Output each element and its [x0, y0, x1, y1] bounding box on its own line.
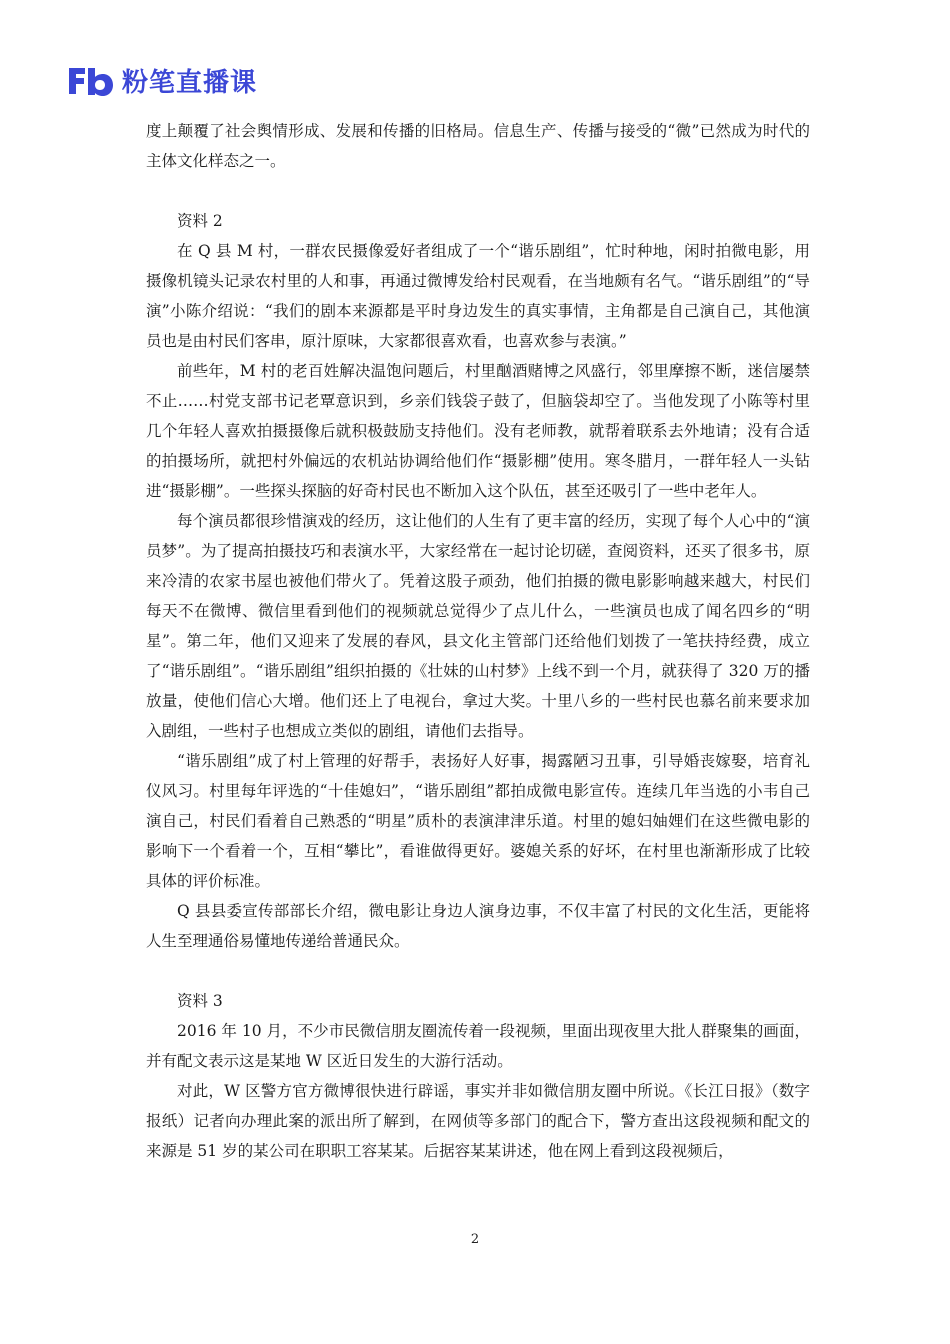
logo-text: 粉笔直播课	[122, 67, 258, 98]
intro-continuation: 度上颠覆了社会舆情形成、发展和传播的旧格局。信息生产、传播与接受的“微”已然成为时代的主体文化样态之一。	[146, 122, 810, 170]
material-2-label: 资料 2	[177, 212, 223, 230]
document-body	[146, 116, 810, 1166]
material-3-paragraph: 对此，W 区警方官方微博很快进行辟谣，事实并非如微信朋友圈中所说。《长江日报》（数字报纸）记者向办理此案的派出所了解到，在网侦等多部门的配合下，警方查出这段视频和配文的来源是 51 岁的某公司在职职工容某某。后据容某某讲述，他在网上看到这段视频后，	[146, 1082, 810, 1160]
material-2-paragraph: 在 Q 县 M 村，一群农民摄像爱好者组成了一个“谐乐剧组”，忙时种地，闲时拍微电影，用摄像机镜头记录农村里的人和事，再通过微博发给村民观看，在当地颇有名气。“谐乐剧组”的“导演”小陈介绍说：“我们的剧本来源都是平时身边发生的真实事情，主角都是自己演自己，其他演员也是由村民们客串，原汁原味，大家都很喜欢看，也喜欢参与表演。”	[146, 242, 810, 350]
material-3-paragraph: 2016 年 10 月，不少市民微信朋友圈流传着一段视频，里面出现夜里大批人群聚集的画面，并有配文表示这是某地 W 区近日发生的大游行活动。	[146, 1022, 810, 1070]
material-2-paragraph: “谐乐剧组”成了村上管理的好帮手，表扬好人好事，揭露陋习丑事，引导婚丧嫁娶，培育礼仪风习。村里每年评选的“十佳媳妇”，“谐乐剧组”都拍成微电影宣传。连续几年当选的小韦自己演自己，村民们看着自己熟悉的“明星”质朴的表演津津乐道。村里的媳妇妯娌们在这些微电影的影响下一个看着一个，互相“攀比”，看谁做得更好。婆媳关系的好坏，在村里也渐渐形成了比较具体的评价标准。	[146, 752, 810, 890]
page-header	[66, 60, 257, 100]
material-2-paragraph: Q 县县委宣传部部长介绍，微电影让身边人演身边事，不仅丰富了村民的文化生活，更能将人生至理通俗易懂地传递给普通民众。	[146, 902, 810, 950]
material-2-paragraph: 每个演员都很珍惜演戏的经历，这让他们的人生有了更丰富的经历，实现了每个人心中的“演员梦”。为了提高拍摄技巧和表演水平，大家经常在一起讨论切磋，查阅资料，还买了很多书，原来冷清的农家书屋也被他们带火了。凭着这股子顽劲，他们拍摄的微电影影响越来越大，村民们每天不在微博、微信里看到他们的视频就总觉得少了点儿什么，一些演员也成了闻名四乡的“明星”。第二年，他们又迎来了发展的春风，县文化主管部门还给他们划拨了一笔扶持经费，成立了“谐乐剧组”。“谐乐剧组”组织拍摄的《壮妹的山村梦》上线不到一个月，就获得了 320 万的播放量，使他们信心大增。他们还上了电视台，拿过大奖。十里八乡的一些村民也慕名前来要求加入剧组，一些村子也想成立类似的剧组，请他们去指导。	[146, 512, 810, 740]
page-number: 2	[470, 1232, 480, 1247]
material-3-label: 资料 3	[177, 992, 223, 1010]
fb-logo-icon	[66, 64, 116, 96]
material-2-paragraph: 前些年，M 村的老百姓解决温饱问题后，村里酗酒赌博之风盛行，邻里摩擦不断，迷信屡禁不止……村党支部书记老覃意识到，乡亲们钱袋子鼓了，但脑袋却空了。当他发现了小陈等村里几个年轻人喜欢拍摄摄像后就积极鼓励支持他们。没有老师教，就帮着联系去外地请；没有合适的拍摄场所，就把村外偏远的农机站协调给他们作“摄影棚”使用。寒冬腊月，一群年轻人一头钻进“摄影棚”。一些探头探脑的好奇村民也不断加入这个队伍，甚至还吸引了一些中老年人。	[146, 362, 810, 500]
